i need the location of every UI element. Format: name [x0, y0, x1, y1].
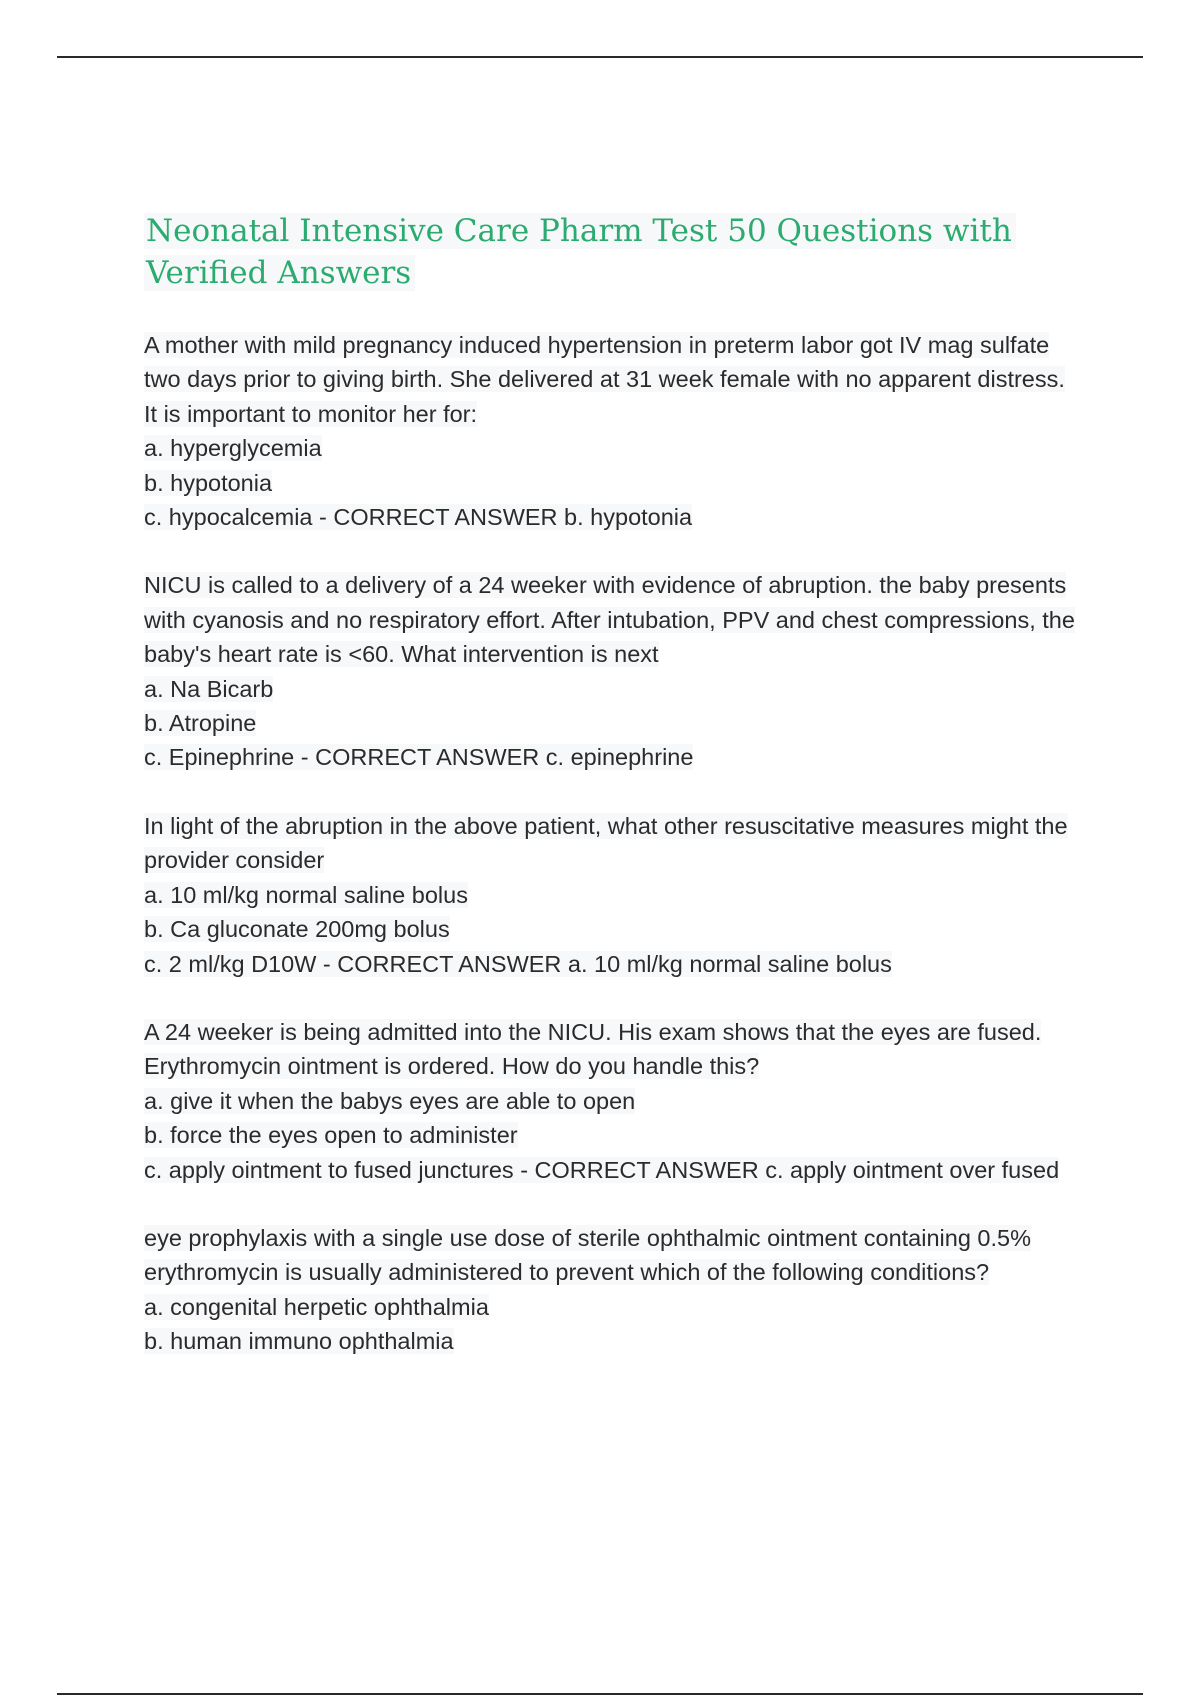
- answer-option-with-correct-answer: c. 2 ml/kg D10W - CORRECT ANSWER a. 10 ml/kg normal saline bolus: [144, 950, 892, 977]
- question-stem: A 24 weeker is being admitted into the NICU. His exam shows that the eyes are fused. Erythromycin ointment is ordered. How do you handle this?: [144, 1018, 1042, 1080]
- question-stem: A mother with mild pregnancy induced hypertension in preterm labor got IV mag sulfate two days prior to giving birth. She delivered at 31 week female with no apparent distress. It is important to monitor her for:: [144, 332, 1065, 427]
- answer-option: a. congenital herpetic ophthalmia: [144, 1293, 489, 1320]
- answer-option: a. hyperglycemia: [144, 435, 322, 462]
- footer-rule: [57, 1693, 1143, 1695]
- answer-option: b. human immuno ophthalmia: [144, 1328, 454, 1355]
- answer-option: a. give it when the babys eyes are able to open: [144, 1087, 636, 1114]
- question-stem: In light of the abruption in the above patient, what other resuscitative measures might the provider consider: [144, 812, 1068, 874]
- question-4: [144, 1015, 1084, 1187]
- answer-option: b. hypotonia: [144, 469, 273, 496]
- answer-option-with-correct-answer: c. apply ointment to fused junctures - CORRECT ANSWER c. apply ointment over fused: [144, 1156, 1060, 1183]
- question-5: [144, 1221, 1084, 1359]
- question-stem: eye prophylaxis with a single use dose of sterile ophthalmic ointment containing 0.5% erythromycin is usually administered to prevent which of the following conditions?: [144, 1224, 1031, 1286]
- header-rule: [57, 56, 1143, 58]
- answer-option: b. Atropine: [144, 710, 257, 737]
- question-2: [144, 568, 1084, 774]
- question-1: [144, 328, 1084, 534]
- question-stem: NICU is called to a delivery of a 24 weeker with evidence of abruption. the baby presents with cyanosis and no respiratory effort. After intubation, PPV and chest compressions, the baby's heart rate is <60. What intervention is next: [144, 572, 1075, 668]
- answer-option: b. force the eyes open to administer: [144, 1122, 518, 1149]
- question-3: [144, 809, 1084, 981]
- document-body: [144, 210, 1084, 1359]
- answer-option-with-correct-answer: c. hypocalcemia - CORRECT ANSWER b. hypotonia: [144, 504, 693, 531]
- answer-option-with-correct-answer: c. Epinephrine - CORRECT ANSWER c. epinephrine: [144, 744, 694, 771]
- answer-option: a. Na Bicarb: [144, 675, 274, 702]
- answer-option: a. 10 ml/kg normal saline bolus: [144, 881, 468, 908]
- answer-option: b. Ca gluconate 200mg bolus: [144, 916, 450, 943]
- document-title: Neonatal Intensive Care Pharm Test 50 Questions with Verified Answers: [144, 210, 1084, 294]
